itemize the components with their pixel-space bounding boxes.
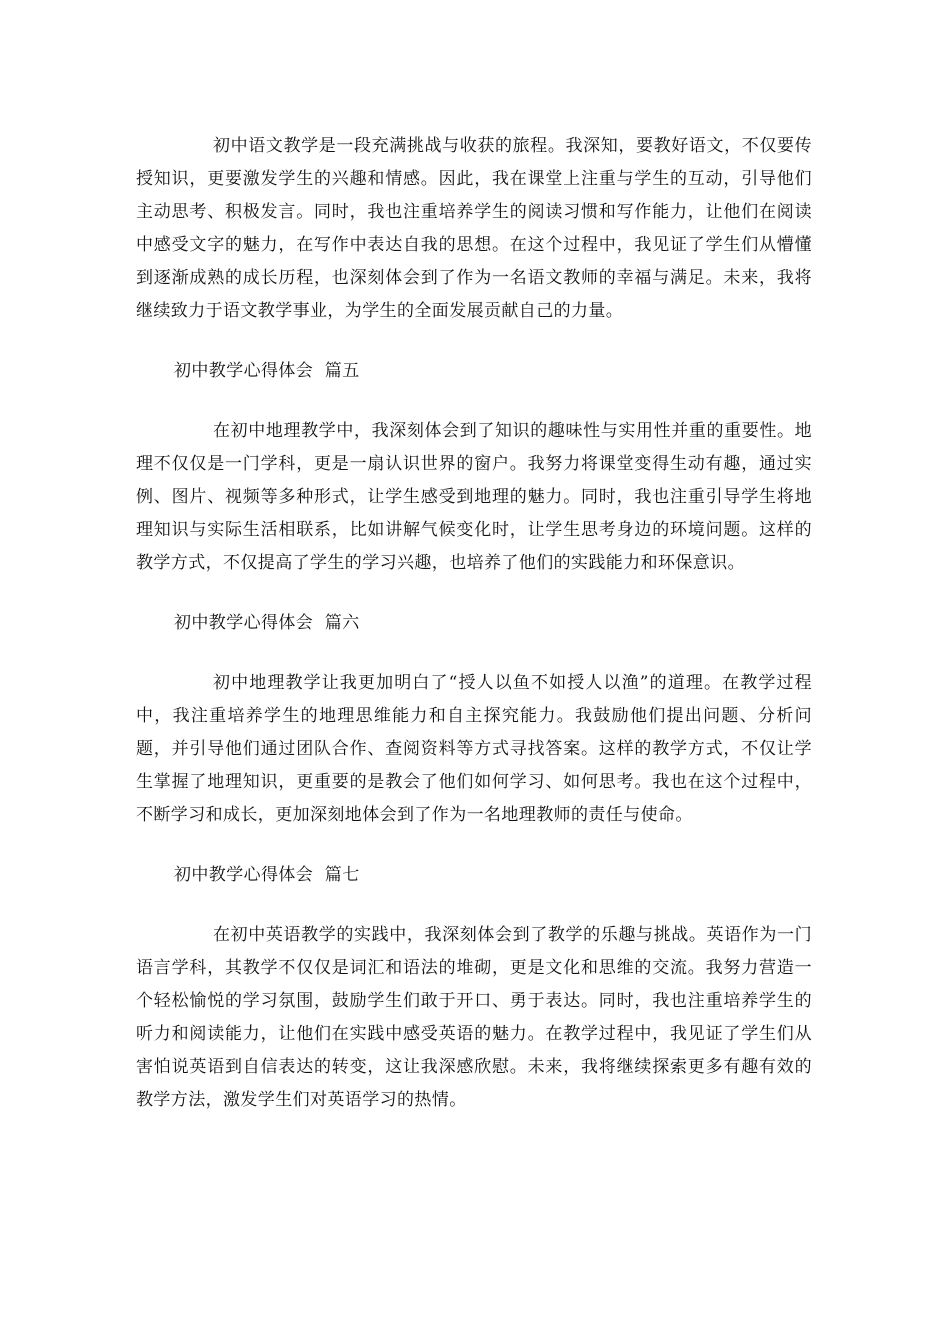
document-page xyxy=(136,130,812,1117)
paragraph-geography-method: 初中地理教学让我更加明白了“授人以鱼不如授人以渔”的道理。在教学过程中，我注重培养学生的地理思维能力和自主探究能力。我鼓励他们提出问题、分析问题，并引导他们通过团队合作、查阅资料等方式寻找答案。这样的教学方式，不仅让学生掌握了地理知识，更重要的是教会了他们如何学习、如何思考。我也在这个过程中，不断学习和成长，更加深刻地体会到了作为一名地理教师的责任与使命。 xyxy=(136,673,812,825)
paragraph-geography-teaching: 在初中地理教学中，我深刻体会到了知识的趣味性与实用性并重的重要性。地理不仅仅是一门学科，更是一扇认识世界的窗户。我努力将课堂变得生动有趣，通过实例、图片、视频等多种形式，让学生感受到地理的魅力。同时，我也注重引导学生将地理知识与实际生活相联系，比如讲解气候变化时，让学生思考身边的环境问题。这样的教学方式，不仅提高了学生的学习兴趣，也培养了他们的实践能力和环保意识。 xyxy=(136,421,812,573)
section-heading-5: 初中教学心得体会 篇五 xyxy=(174,361,360,381)
paragraph-english-teaching: 在初中英语教学的实践中，我深刻体会到了教学的乐趣与挑战。英语作为一门语言学科，其教学不仅仅是词汇和语法的堆砌，更是文化和思维的交流。我努力营造一个轻松愉悦的学习氛围，鼓励学生们敢于开口、勇于表达。同时，我也注重培养学生的听力和阅读能力，让他们在实践中感受英语的魅力。在教学过程中，我见证了学生们从害怕说英语到自信表达的转变，这让我深感欣慰。未来，我将继续探索更多有趣有效的教学方法，激发学生们对英语学习的热情。 xyxy=(136,925,812,1110)
section-heading-6: 初中教学心得体会 篇六 xyxy=(174,613,360,633)
section-heading-7: 初中教学心得体会 篇七 xyxy=(174,865,360,885)
paragraph-chinese-teaching: 初中语文教学是一段充满挑战与收获的旅程。我深知，要教好语文，不仅要传授知识，更要激发学生的兴趣和情感。因此，我在课堂上注重与学生的互动，引导他们主动思考、积极发言。同时，我也注重培养学生的阅读习惯和写作能力，让他们在阅读中感受文字的魅力，在写作中表达自我的思想。在这个过程中，我见证了学生们从懵懂到逐渐成熟的成长历程，也深刻体会到了作为一名语文教师的幸福与满足。未来，我将继续致力于语文教学事业，为学生的全面发展贡献自己的力量。 xyxy=(136,136,812,321)
